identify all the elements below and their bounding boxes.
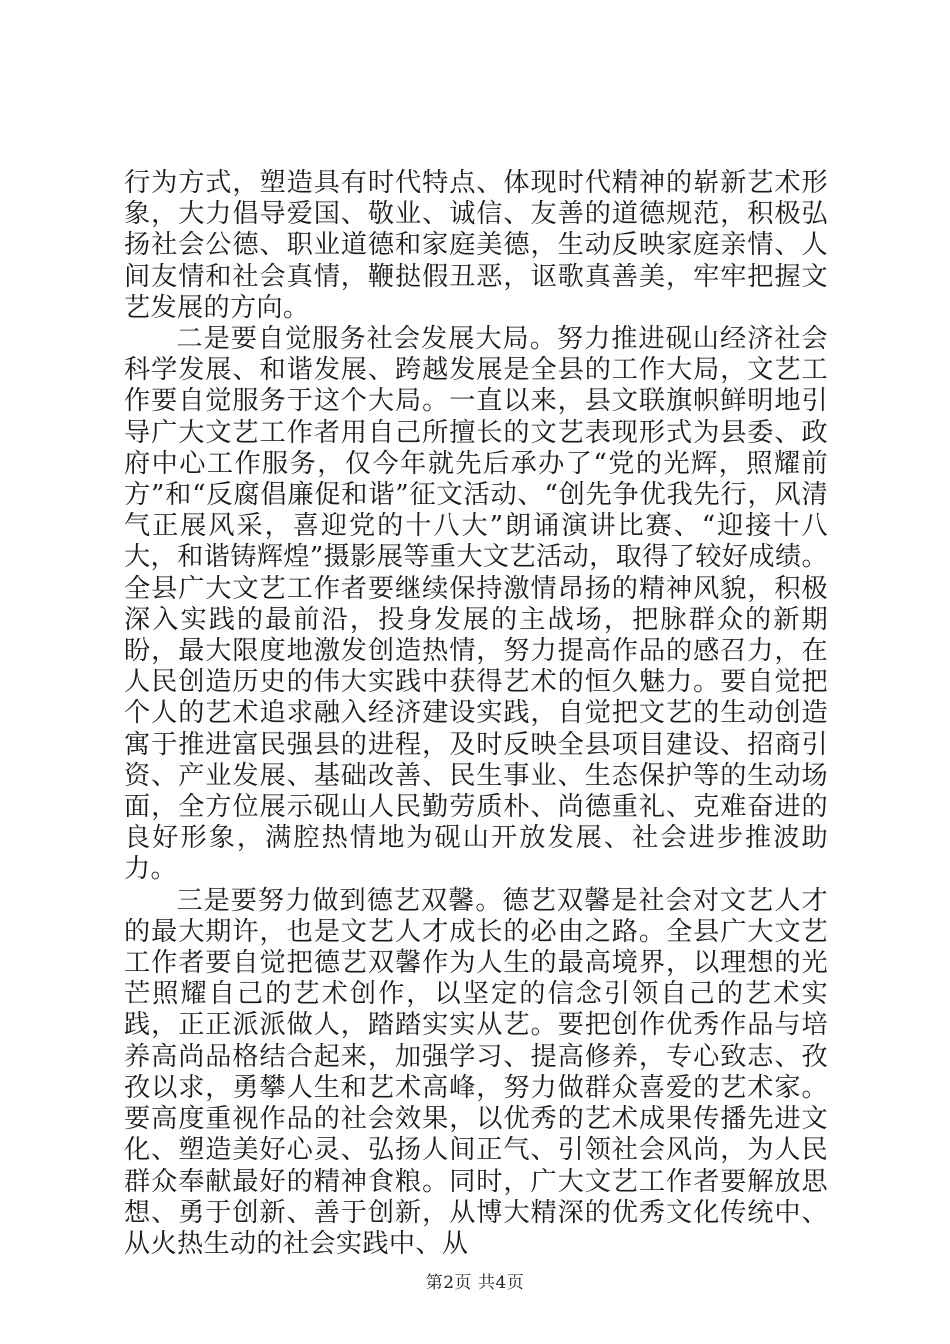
paragraph-two-serve-development: 二是要自觉服务社会发展大局。努力推进砚山经济社会科学发展、和谐发展、跨越发展是全县的工作大局，文艺工作要自觉服务于这个大局。一直以来，县文联旗帜鲜明地引导广大文艺工作者用自己所擅长的文艺表现形式为县委、政府中心工作服务，仅今年就先后承办了“党的光辉，照耀前方”和“反腐倡廉促和谐”征文活动、“创先争优我先行，风清气正展风采，喜迎党的十八大”朗诵演讲比赛、“迎接十八大，和谐铸辉煌”摄影展等重大文艺活动，取得了较好成绩。全县广大文艺工作者要继续保持激情昂扬的精神风貌，积极深入实践的最前沿，投身发展的主战场，把脉群众的新期盼，最大限度地激发创造热情，努力提高作品的感召力，在人民创造历史的伟大实践中获得艺术的恒久魅力。要自觉把个人的艺术追求融入经济建设实践，自觉把文艺的生动创造寓于推进富民强县的进程，及时反映全县项目建设、招商引资、产业发展、基础改善、民生事业、生态保护等的生动场面，全方位展示砚山人民勤劳质朴、尚德重礼、克难奋进的良好形象，满腔热情地为砚山开放发展、社会进步推波助力。 xyxy=(124,324,828,885)
document-body xyxy=(124,168,828,1260)
paragraph-three-virtue-and-art: 三是要努力做到德艺双馨。德艺双馨是社会对文艺人才的最大期许，也是文艺人才成长的必由之路。全县广大文艺工作者要自觉把德艺双馨作为人生的最高境界，以理想的光芒照耀自己的艺术创作，以坚定的信念引领自己的艺术实践，正正派派做人，踏踏实实从艺。要把创作优秀作品与培养高尚品格结合起来，加强学习、提高修养，专心致志、孜孜以求，勇攀人生和艺术高峰，努力做群众喜爱的艺术家。要高度重视作品的社会效果，以优秀的艺术成果传播先进文化、塑造美好心灵、弘扬人间正气、引领社会风尚，为人民群众奉献最好的精神食粮。同时，广大文艺工作者要解放思想、勇于创新、善于创新，从博大精深的优秀文化传统中、从火热生动的社会实践中、从 xyxy=(124,885,828,1259)
page-number-footer: 第2页 共4页 xyxy=(425,1273,525,1293)
paragraph-continued: 行为方式，塑造具有时代特点、体现时代精神的崭新艺术形象，大力倡导爱国、敬业、诚信、友善的道德规范，积极弘扬社会公德、职业道德和家庭美德，生动反映家庭亲情、人间友情和社会真情，鞭挞假丑恶，讴歌真善美，牢牢把握文艺发展的方向。 xyxy=(124,168,828,323)
